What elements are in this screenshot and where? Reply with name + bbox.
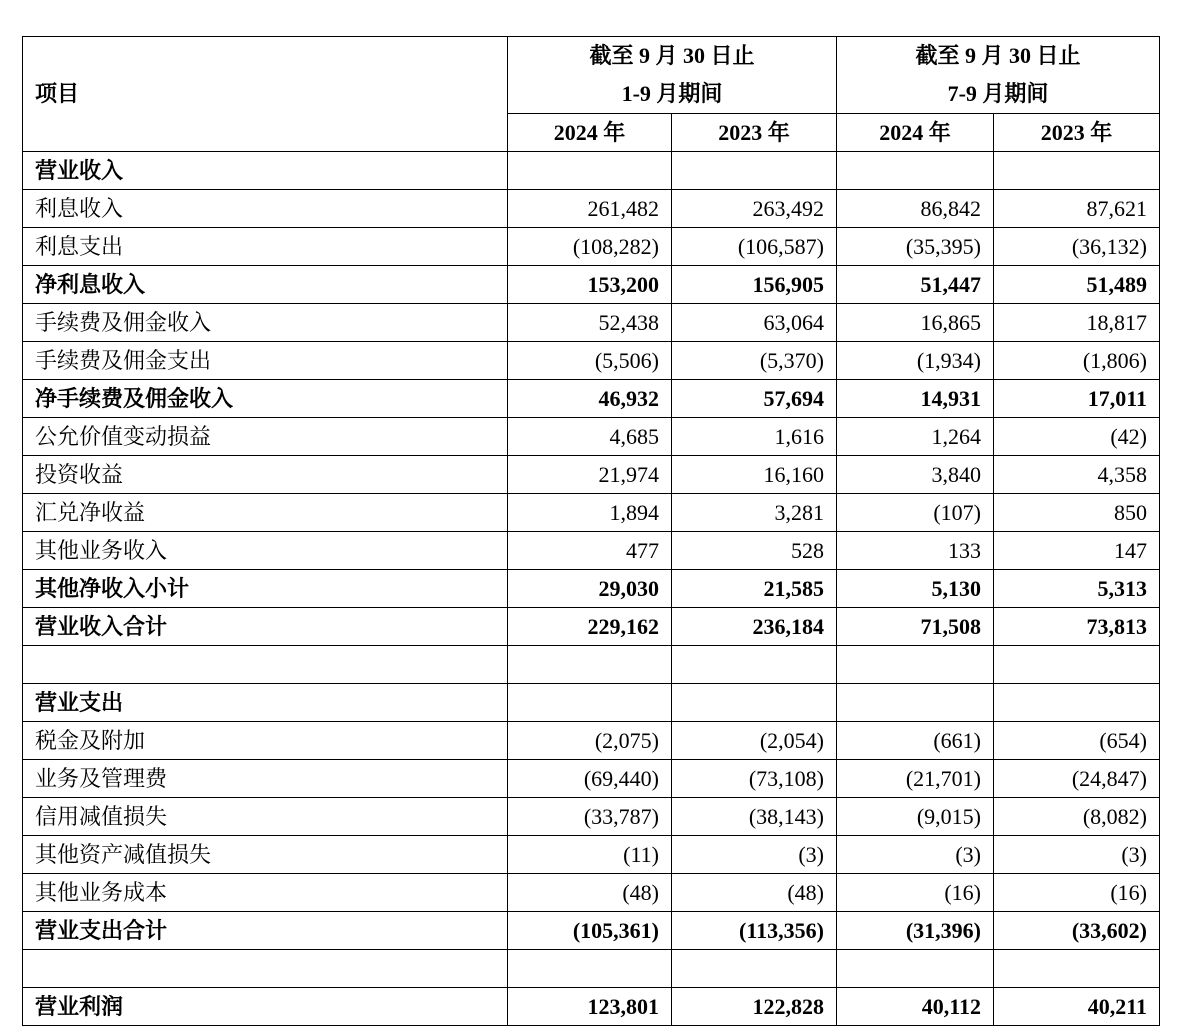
value-cell: 3,840 [837,456,994,494]
row-label: 公允价值变动损益 [23,418,508,456]
row-label: 业务及管理费 [23,760,508,798]
value-cell [994,950,1160,988]
value-cell [837,152,994,190]
value-cell: 52,438 [508,304,672,342]
table-row [23,494,1160,532]
row-label: 投资收益 [23,456,508,494]
value-cell: 229,162 [508,608,672,646]
period-header-quarter-line1: 截至 9 月 30 日止 [915,43,1081,68]
value-cell: (3) [672,836,837,874]
table-row [23,304,1160,342]
table-row [23,228,1160,266]
value-cell: (3) [837,836,994,874]
value-cell: 528 [672,532,837,570]
value-cell: (38,143) [672,798,837,836]
value-cell: 123,801 [508,988,672,1026]
table-row [23,152,1160,190]
value-cell: (21,701) [837,760,994,798]
table-row [23,190,1160,228]
value-cell: (106,587) [672,228,837,266]
value-cell: (31,396) [837,912,994,950]
value-cell: 18,817 [994,304,1160,342]
row-label: 手续费及佣金支出 [23,342,508,380]
value-cell: 16,160 [672,456,837,494]
table-row [23,836,1160,874]
table-row [23,684,1160,722]
value-cell: 21,974 [508,456,672,494]
row-label: 利息支出 [23,228,508,266]
value-cell: 3,281 [672,494,837,532]
value-cell [837,684,994,722]
row-label: 税金及附加 [23,722,508,760]
value-cell: 4,358 [994,456,1160,494]
value-cell [994,152,1160,190]
table-row [23,798,1160,836]
value-cell: 5,130 [837,570,994,608]
value-cell: (33,787) [508,798,672,836]
value-cell: 73,813 [994,608,1160,646]
value-cell: (35,395) [837,228,994,266]
value-cell: 40,211 [994,988,1160,1026]
table-row [23,456,1160,494]
value-cell: (108,282) [508,228,672,266]
value-cell: (33,602) [994,912,1160,950]
period-header-ytd [508,37,837,114]
row-label: 营业收入合计 [23,608,508,646]
item-column-header: 项目 [23,37,508,152]
value-cell: (48) [672,874,837,912]
value-cell: 86,842 [837,190,994,228]
row-label: 净利息收入 [23,266,508,304]
year-header: 2023 年 [672,114,837,152]
value-cell: (73,108) [672,760,837,798]
value-cell: 29,030 [508,570,672,608]
value-cell: (24,847) [994,760,1160,798]
value-cell: (105,361) [508,912,672,950]
income-statement-table [22,36,1160,1026]
value-cell: 1,616 [672,418,837,456]
value-cell: 1,894 [508,494,672,532]
row-label: 手续费及佣金收入 [23,304,508,342]
value-cell: 17,011 [994,380,1160,418]
year-header: 2024 年 [837,114,994,152]
table-row [23,570,1160,608]
value-cell [994,646,1160,684]
value-cell: 87,621 [994,190,1160,228]
value-cell: 71,508 [837,608,994,646]
row-label: 其他业务收入 [23,532,508,570]
value-cell: (2,054) [672,722,837,760]
value-cell: (2,075) [508,722,672,760]
value-cell: (3) [994,836,1160,874]
value-cell: 147 [994,532,1160,570]
value-cell [672,950,837,988]
row-label: 汇兑净收益 [23,494,508,532]
table-row [23,380,1160,418]
header-row-periods [23,37,1160,114]
value-cell [837,646,994,684]
value-cell [672,684,837,722]
table-row [23,722,1160,760]
value-cell [994,684,1160,722]
value-cell: 5,313 [994,570,1160,608]
value-cell: (1,806) [994,342,1160,380]
table-row [23,608,1160,646]
value-cell: 1,264 [837,418,994,456]
value-cell: 156,905 [672,266,837,304]
table-body [23,37,1160,1026]
period-header-ytd-line1: 截至 9 月 30 日止 [589,43,755,68]
value-cell: (661) [837,722,994,760]
period-header-quarter [837,37,1160,114]
table-row [23,950,1160,988]
value-cell [508,684,672,722]
row-label: 其他净收入小计 [23,570,508,608]
row-label: 其他资产减值损失 [23,836,508,874]
value-cell: (107) [837,494,994,532]
row-label: 营业支出合计 [23,912,508,950]
row-label: 营业收入 [23,152,508,190]
value-cell: 40,112 [837,988,994,1026]
row-label: 其他业务成本 [23,874,508,912]
value-cell: (16) [837,874,994,912]
value-cell: (69,440) [508,760,672,798]
period-header-quarter-line2: 7-9 月期间 [947,81,1049,106]
value-cell: (11) [508,836,672,874]
value-cell: 14,931 [837,380,994,418]
value-cell: 46,932 [508,380,672,418]
value-cell: (48) [508,874,672,912]
value-cell: 63,064 [672,304,837,342]
table-row [23,532,1160,570]
value-cell: 133 [837,532,994,570]
row-label: 营业利润 [23,988,508,1026]
value-cell: 263,492 [672,190,837,228]
value-cell: 51,447 [837,266,994,304]
value-cell: 21,585 [672,570,837,608]
value-cell: (42) [994,418,1160,456]
value-cell: (8,082) [994,798,1160,836]
value-cell [672,646,837,684]
value-cell [508,950,672,988]
row-label: 信用减值损失 [23,798,508,836]
table-row [23,874,1160,912]
value-cell: (5,370) [672,342,837,380]
value-cell: (5,506) [508,342,672,380]
value-cell: 236,184 [672,608,837,646]
row-label [23,950,508,988]
table-row [23,988,1160,1026]
value-cell: (36,132) [994,228,1160,266]
year-header: 2023 年 [994,114,1160,152]
value-cell: 477 [508,532,672,570]
row-label: 利息收入 [23,190,508,228]
value-cell: 16,865 [837,304,994,342]
value-cell: (1,934) [837,342,994,380]
table-row [23,760,1160,798]
value-cell: 57,694 [672,380,837,418]
value-cell: (654) [994,722,1160,760]
value-cell: (113,356) [672,912,837,950]
value-cell: (9,015) [837,798,994,836]
value-cell [672,152,837,190]
table-row [23,646,1160,684]
value-cell [508,152,672,190]
value-cell: 153,200 [508,266,672,304]
table-row [23,342,1160,380]
row-label [23,646,508,684]
table-row [23,418,1160,456]
row-label: 营业支出 [23,684,508,722]
value-cell: 51,489 [994,266,1160,304]
value-cell [837,950,994,988]
period-header-ytd-line2: 1-9 月期间 [621,81,723,106]
value-cell [508,646,672,684]
year-header: 2024 年 [508,114,672,152]
row-label: 净手续费及佣金收入 [23,380,508,418]
value-cell: 122,828 [672,988,837,1026]
value-cell: 261,482 [508,190,672,228]
value-cell: 850 [994,494,1160,532]
value-cell: 4,685 [508,418,672,456]
table-row [23,266,1160,304]
table-row [23,912,1160,950]
value-cell: (16) [994,874,1160,912]
